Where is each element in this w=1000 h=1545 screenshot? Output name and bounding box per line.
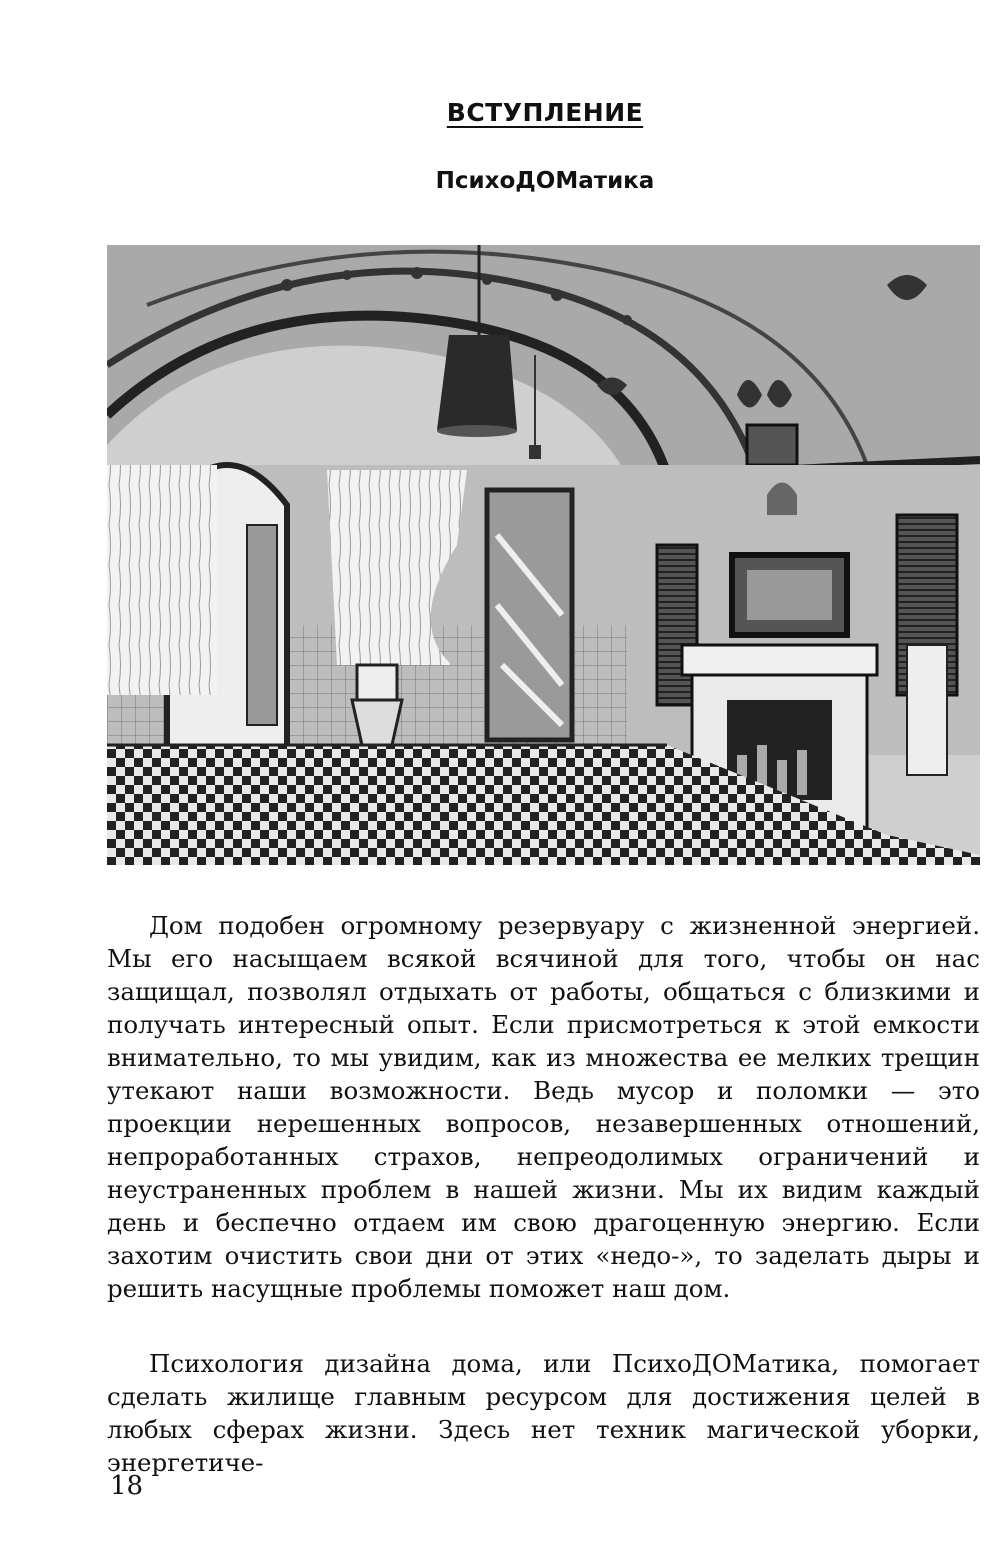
body-paragraph: Дом подобен огромному резервуару с жизненной энергией. Мы его насыщаем всякой всячиной для того, чтобы он нас защищал, позволял отдыхать от работы, общаться с близкими и получать интересный опыт. Если присмотреться к этой емкости внимательно, то мы увидим, как из множества ее мелких трещин утекают наши возможности. Ведь мусор и поломки — это проекции нерешенных вопросов, незавершенных отношений, непроработанных страхов, непреодолимых ограничений и неустраненных проблем в нашей жизни. Мы их видим каждый день и беспечно отдаем им свою драгоценную энергию. Если захотим очистить свои дни от этих «недо-», то заделать дыры и решить насущные проблемы поможет наш дом. [107,911,980,1303]
page-number: 18 [110,1471,144,1501]
body-paragraph: Психология дизайна дома, или ПсихоДОМатика, помогает сделать жилище главным ресурсом для достижения целей в любых сферах жизни. Здесь нет техник магической уборки, энергетиче- [107,1349,980,1477]
bathroom-interior-illustration [107,245,980,865]
section-title: ВСТУПЛЕНИЕ [446,98,644,127]
chapter-subtitle: ПсихоДОМатика [435,168,655,194]
